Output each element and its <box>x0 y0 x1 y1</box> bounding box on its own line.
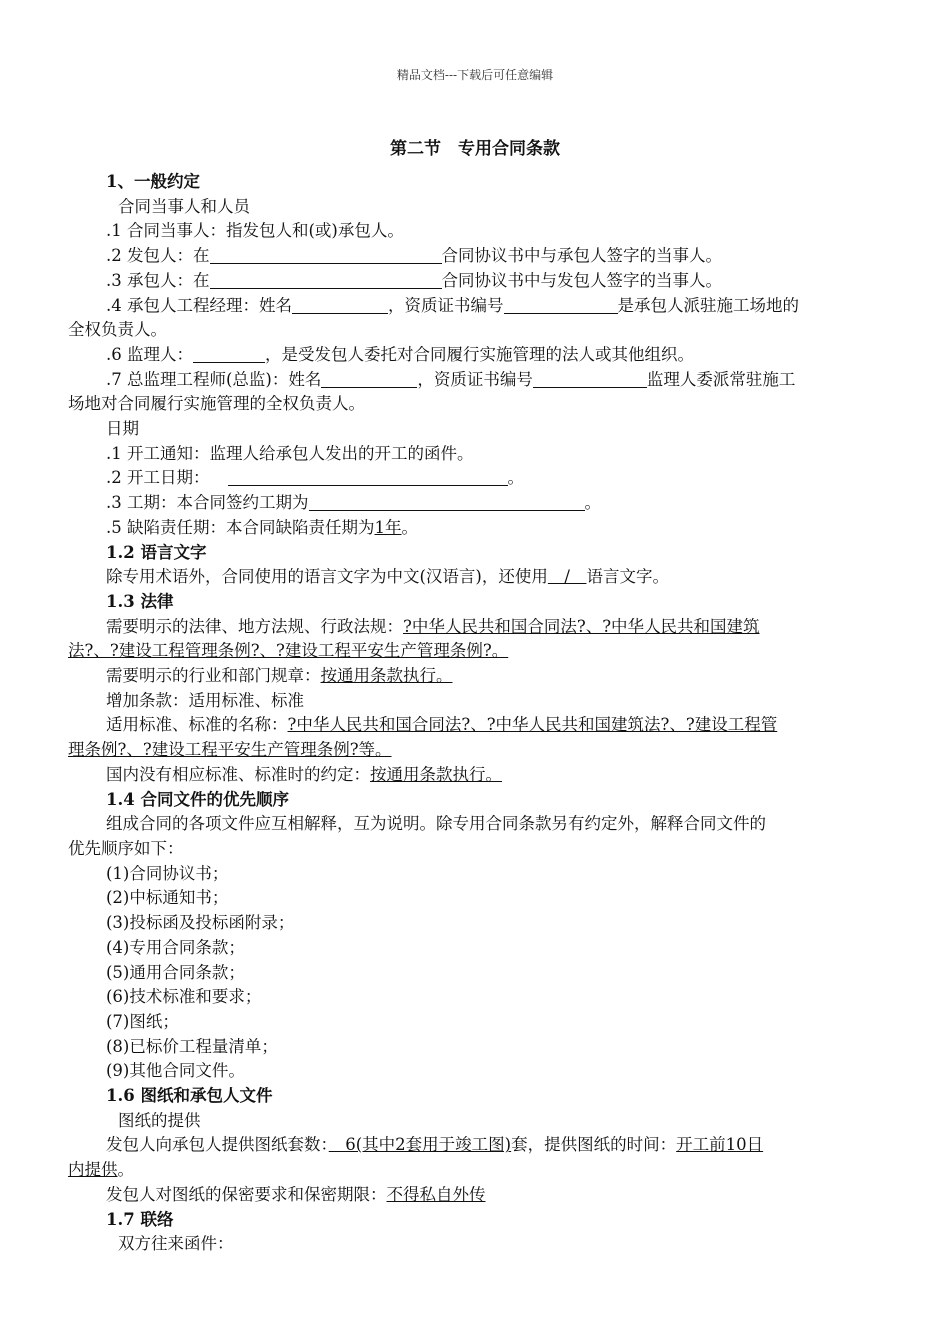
heading-law: 1.3 法律 <box>106 591 174 611</box>
date-clause-5: .5 缺陷责任期：本合同缺陷责任期为1年。 <box>106 517 418 537</box>
law-text-2: 需要明示的行业和部门规章：按通用条款执行。 <box>106 666 453 686</box>
date-clause-1: .1 开工通知：监理人给承包人发出的开工的函件。 <box>106 443 474 463</box>
clause-3: .3 承包人：在 合同协议书中与发包人签字的当事人。 <box>106 270 722 290</box>
law-text-1: 需要明示的法律、地方法规、行政法规：?中华人民共和国合同法?、?中华人民共和国建筑 <box>106 616 760 636</box>
subheading-correspondence: 双方往来函件： <box>118 1234 234 1254</box>
list-item: (8)已标价工程量清单； <box>106 1036 278 1056</box>
priority-text: 组成合同的各项文件应互相解释，互为说明。除专用合同条款另有约定外，解释合同文件的 <box>106 814 766 834</box>
subheading-parties: 合同当事人和人员 <box>118 196 250 216</box>
law-text-5: 国内没有相应标准、标准时的约定：按通用条款执行。 <box>106 764 502 784</box>
clause-4-cont: 全权负责人。 <box>68 320 167 340</box>
document-body <box>68 170 883 1257</box>
list-item: (2)中标通知书； <box>106 888 229 908</box>
clause-4: .4 承包人工程经理：姓名 ，资质证书编号 是承包人派驻施工场地的 <box>106 295 799 315</box>
blank-field <box>309 493 585 511</box>
law-text-4-cont: 理条例?、?建设工程平安生产管理条例?等。 <box>68 740 392 760</box>
blank-field <box>210 246 442 264</box>
law-text-1-cont: 法?、?建设工程管理条例?、?建设工程平安生产管理条例?。 <box>68 641 509 661</box>
clause-6: .6 监理人： ，是受发包人委托对合同履行实施管理的法人或其他组织。 <box>106 344 694 364</box>
date-clause-3: .3 工期：本合同签约工期为 。 <box>106 493 601 513</box>
priority-text-cont: 优先顺序如下： <box>68 838 184 858</box>
subheading-drawings-supply: 图纸的提供 <box>118 1110 201 1130</box>
blank-field <box>504 296 618 314</box>
page-header: 精品文档---下载后可任意编辑 <box>396 68 554 82</box>
language-text: 除专用术语外，合同使用的语言文字为中文(汉语言)，还使用 / 语言文字。 <box>106 567 669 587</box>
drawings-text-1-cont: 内提供。 <box>68 1160 134 1180</box>
blank-field <box>228 468 508 486</box>
subheading-dates: 日期 <box>106 419 139 439</box>
drawings-text-1: 发包人向承包人提供图纸套数： 6(其中2套用于竣工图)套，提供图纸的时间：开工前10日 <box>106 1135 764 1155</box>
blank-field <box>533 370 647 388</box>
law-text-4: 适用标准、标准的名称：?中华人民共和国合同法?、?中华人民共和国建筑法?、?建设工程管 <box>106 715 778 735</box>
drawings-text-2: 发包人对图纸的保密要求和保密期限：不得私自外传 <box>106 1184 486 1204</box>
list-item: (6)技术标准和要求； <box>106 987 262 1007</box>
law-text-3: 增加条款：适用标准、标准 <box>106 690 304 710</box>
list-item: (9)其他合同文件。 <box>106 1061 245 1081</box>
heading-contact: 1.7 联络 <box>106 1209 174 1229</box>
clause-2: .2 发包人：在 合同协议书中与承包人签字的当事人。 <box>106 246 722 266</box>
heading-language: 1.2 语言文字 <box>106 542 207 562</box>
list-item: (3)投标函及投标函附录； <box>106 913 295 933</box>
clause-1: .1 合同当事人：指发包人和(或)承包人。 <box>106 221 404 241</box>
date-clause-2: .2 开工日期： 。 <box>106 468 524 488</box>
list-item: (1)合同协议书； <box>106 863 229 883</box>
heading-general: 1、一般约定 <box>106 172 200 191</box>
list-item: (7)图纸； <box>106 1011 179 1031</box>
section-title: 第二节 专用合同条款 <box>390 139 560 159</box>
clause-7: .7 总监理工程师(总监)：姓名 ，资质证书编号 监理人委派常驻施工 <box>106 369 796 389</box>
blank-field <box>321 370 417 388</box>
list-item: (4)专用合同条款； <box>106 937 245 957</box>
clause-7-cont: 场地对合同履行实施管理的全权负责人。 <box>68 394 365 414</box>
blank-field <box>210 271 442 289</box>
heading-priority: 1.4 合同文件的优先顺序 <box>106 789 289 809</box>
blank-field <box>193 345 265 363</box>
list-item: (5)通用合同条款； <box>106 962 245 982</box>
heading-drawings: 1.6 图纸和承包人文件 <box>106 1086 273 1106</box>
blank-field <box>292 296 388 314</box>
